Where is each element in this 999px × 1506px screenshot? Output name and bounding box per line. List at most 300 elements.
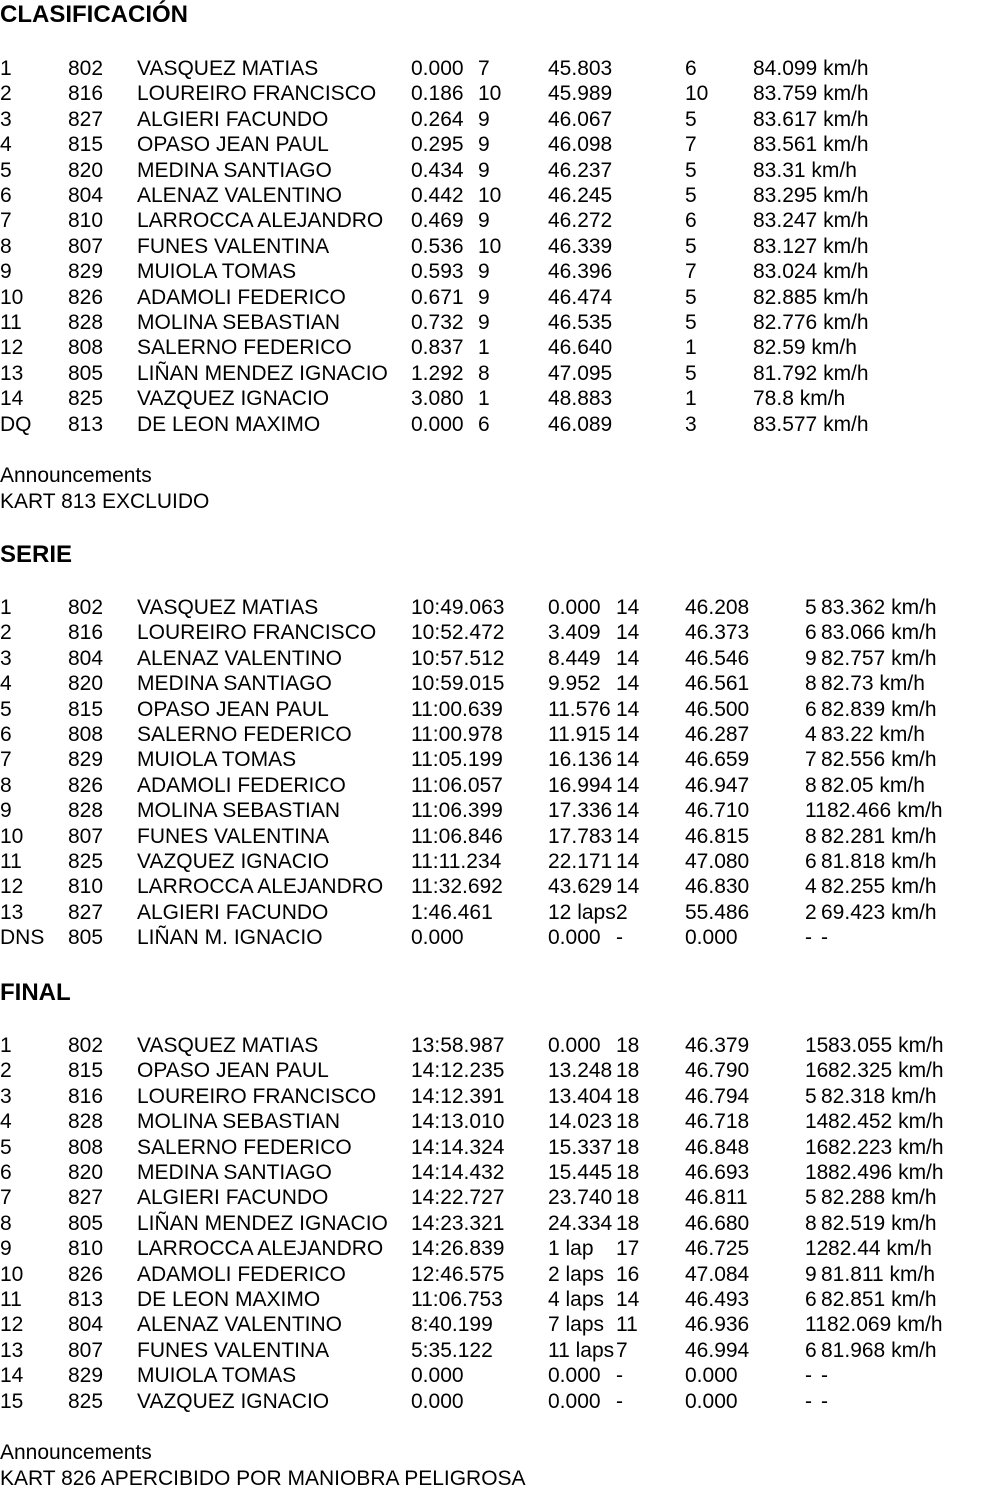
kart-number: 826: [68, 286, 104, 309]
position: 3: [0, 1085, 12, 1108]
announcement-text: KART 826 APERCIBIDO POR MANIOBRA PELIGROSA: [0, 1467, 526, 1490]
best-lap-time: 47.080: [685, 850, 750, 873]
best-lap-number: 11: [805, 799, 827, 822]
laps: 18: [616, 1212, 640, 1235]
speed: 83.127 km/h: [753, 235, 869, 258]
kart-number: 807: [68, 1339, 104, 1362]
laps: 1: [685, 336, 697, 359]
position: 7: [0, 1186, 12, 1209]
results-row: [0, 285, 999, 310]
results-row: [0, 1058, 999, 1083]
driver-name: MUIOLA TOMAS: [137, 260, 297, 283]
gap: 0.000: [548, 1390, 601, 1413]
laps: 14: [616, 825, 640, 848]
speed: 83.31 km/h: [753, 159, 857, 182]
gap: 14.023: [548, 1110, 613, 1133]
laps: 14: [616, 698, 640, 721]
best-lap-number: -: [805, 1390, 812, 1413]
position: 2: [0, 82, 12, 105]
kart-number: 813: [68, 1288, 104, 1311]
kart-number: 825: [68, 850, 104, 873]
kart-number: 802: [68, 57, 104, 80]
gap: 1.292: [411, 362, 464, 385]
results-row: [0, 1185, 999, 1210]
position: 15: [0, 1390, 24, 1413]
driver-name: ALENAZ VALENTINO: [137, 647, 342, 670]
total-time: 10:57.512: [411, 647, 505, 670]
results-row: [0, 361, 999, 386]
position: 12: [0, 875, 24, 898]
driver-name: LOUREIRO FRANCISCO: [137, 82, 377, 105]
laps: 14: [616, 1288, 640, 1311]
total-time: 14:12.391: [411, 1085, 505, 1108]
kart-number: 815: [68, 133, 104, 156]
best-lap-time: 46.561: [685, 672, 750, 695]
driver-name: VAZQUEZ IGNACIO: [137, 1390, 330, 1413]
position: 5: [0, 1136, 12, 1159]
best-lap-number: 10: [478, 184, 502, 207]
kart-number: 815: [68, 698, 104, 721]
best-lap-time: 48.883: [548, 387, 613, 410]
best-lap-number: 8: [805, 825, 817, 848]
speed: 82.59 km/h: [753, 336, 857, 359]
position: 11: [0, 850, 22, 873]
gap: 1 lap: [548, 1237, 594, 1260]
laps: 14: [616, 774, 640, 797]
gap: 13.404: [548, 1085, 613, 1108]
laps: 6: [685, 57, 697, 80]
driver-name: ADAMOLI FEDERICO: [137, 774, 346, 797]
best-lap-number: 4: [805, 723, 817, 746]
gap: 3.409: [548, 621, 601, 644]
best-lap-number: 5: [805, 1186, 817, 1209]
total-time: 14:12.235: [411, 1059, 505, 1082]
best-lap-number: 6: [805, 698, 817, 721]
kart-number: 804: [68, 184, 104, 207]
speed: 83.577 km/h: [753, 413, 869, 436]
position: 11: [0, 311, 22, 334]
kart-number: 805: [68, 1212, 104, 1235]
best-lap-time: 46.245: [548, 184, 613, 207]
best-lap-time: 46.830: [685, 875, 750, 898]
kart-number: 828: [68, 1110, 104, 1133]
best-lap-number: 15: [805, 1034, 829, 1057]
best-lap-time: 46.659: [685, 748, 750, 771]
results-row: [0, 697, 999, 722]
total-time: 11:32.692: [411, 875, 503, 898]
results-row: [0, 386, 999, 411]
driver-name: ALGIERI FACUNDO: [137, 901, 329, 924]
results-row: [0, 81, 999, 106]
driver-name: FUNES VALENTINA: [137, 1339, 330, 1362]
kart-number: 807: [68, 825, 104, 848]
kart-number: 802: [68, 596, 104, 619]
gap: 2 laps: [548, 1263, 605, 1286]
gap: 0.000: [548, 1034, 601, 1057]
driver-name: VAZQUEZ IGNACIO: [137, 850, 330, 873]
position: 7: [0, 748, 12, 771]
laps: 18: [616, 1034, 640, 1057]
best-lap-number: 18: [805, 1161, 829, 1184]
results-row: [0, 107, 999, 132]
results-row: [0, 1363, 999, 1388]
kart-number: 802: [68, 1034, 104, 1057]
driver-name: LOUREIRO FRANCISCO: [137, 1085, 377, 1108]
speed: 82.496 km/h: [828, 1161, 944, 1184]
best-lap-number: -: [805, 926, 812, 949]
position: 8: [0, 774, 12, 797]
best-lap-time: 46.373: [685, 621, 750, 644]
best-lap-number: 8: [805, 1212, 817, 1235]
driver-name: SALERNO FEDERICO: [137, 723, 352, 746]
final-title: FINAL: [0, 979, 71, 1006]
laps: 5: [685, 108, 697, 131]
driver-name: MUIOLA TOMAS: [137, 748, 297, 771]
best-lap-time: 46.272: [548, 209, 613, 232]
best-lap-time: 55.486: [685, 901, 750, 924]
best-lap-time: 46.098: [548, 133, 613, 156]
gap: 0.469: [411, 209, 464, 232]
laps: 5: [685, 286, 697, 309]
results-row: [0, 747, 999, 772]
position: 4: [0, 133, 12, 156]
gap: 0.000: [548, 596, 601, 619]
kart-number: 808: [68, 723, 104, 746]
position: 5: [0, 159, 12, 182]
gap: 0.442: [411, 184, 464, 207]
results-row: [0, 874, 999, 899]
position: 4: [0, 672, 12, 695]
position: 12: [0, 1313, 24, 1336]
laps: 10: [685, 82, 709, 105]
total-time: 11:06.057: [411, 774, 503, 797]
gap: 23.740: [548, 1186, 613, 1209]
speed: 82.851 km/h: [821, 1288, 937, 1311]
best-lap-number: 9: [478, 311, 490, 334]
kart-number: 820: [68, 159, 104, 182]
position: 6: [0, 723, 12, 746]
total-time: 14:22.727: [411, 1186, 505, 1209]
speed: 82.466 km/h: [827, 799, 943, 822]
total-time: 5:35.122: [411, 1339, 493, 1362]
results-row: [0, 595, 999, 620]
kart-number: 810: [68, 1237, 104, 1260]
results-row: [0, 183, 999, 208]
total-time: 14:14.324: [411, 1136, 505, 1159]
position: 6: [0, 1161, 12, 1184]
best-lap-time: 0.000: [685, 926, 738, 949]
gap: 0.295: [411, 133, 464, 156]
best-lap-number: 9: [478, 209, 490, 232]
laps: 14: [616, 850, 640, 873]
best-lap-number: 11: [805, 1313, 827, 1336]
kart-number: 825: [68, 387, 104, 410]
gap: 0.837: [411, 336, 464, 359]
results-row: [0, 132, 999, 157]
best-lap-time: 45.989: [548, 82, 613, 105]
driver-name: LIÑAN MENDEZ IGNACIO: [137, 1212, 388, 1235]
driver-name: DE LEON MAXIMO: [137, 413, 321, 436]
gap: 7 laps: [548, 1313, 605, 1336]
driver-name: ALGIERI FACUNDO: [137, 1186, 329, 1209]
best-lap-time: 46.474: [548, 286, 613, 309]
driver-name: OPASO JEAN PAUL: [137, 1059, 329, 1082]
best-lap-number: 8: [805, 672, 817, 695]
kart-number: 805: [68, 362, 104, 385]
gap: 0.264: [411, 108, 464, 131]
gap: 11.576: [548, 698, 611, 721]
speed: 83.362 km/h: [821, 596, 937, 619]
best-lap-time: 46.815: [685, 825, 750, 848]
total-time: 11:06.753: [411, 1288, 503, 1311]
laps: 17: [616, 1237, 640, 1260]
kart-number: 829: [68, 260, 104, 283]
laps: 18: [616, 1085, 640, 1108]
kart-number: 829: [68, 748, 104, 771]
gap: 8.449: [548, 647, 601, 670]
best-lap-number: 16: [805, 1136, 829, 1159]
gap: 12 laps: [548, 901, 616, 924]
speed: 82.44 km/h: [828, 1237, 932, 1260]
driver-name: MOLINA SEBASTIAN: [137, 799, 341, 822]
speed: -: [821, 1364, 828, 1387]
results-row: [0, 1160, 999, 1185]
total-time: 14:13.010: [411, 1110, 505, 1133]
laps: 14: [616, 647, 640, 670]
kart-number: 826: [68, 774, 104, 797]
position: 3: [0, 108, 12, 131]
results-row: [0, 1389, 999, 1414]
results-row: [0, 798, 999, 823]
laps: 5: [685, 235, 697, 258]
laps: 7: [685, 260, 697, 283]
position: 3: [0, 647, 12, 670]
gap: 4 laps: [548, 1288, 605, 1311]
results-row: [0, 335, 999, 360]
driver-name: LIÑAN M. IGNACIO: [137, 926, 323, 949]
driver-name: LARROCCA ALEJANDRO: [137, 1237, 384, 1260]
gap: 11 laps: [548, 1339, 615, 1362]
gap: 16.136: [548, 748, 613, 771]
kart-number: 804: [68, 1313, 104, 1336]
gap: 0.671: [411, 286, 464, 309]
best-lap-number: 16: [805, 1059, 829, 1082]
position: 10: [0, 1263, 24, 1286]
best-lap-number: -: [805, 1364, 812, 1387]
total-time: 14:26.839: [411, 1237, 505, 1260]
best-lap-time: 46.493: [685, 1288, 750, 1311]
best-lap-number: 6: [805, 850, 817, 873]
speed: 82.05 km/h: [821, 774, 925, 797]
kart-number: 820: [68, 1161, 104, 1184]
results-row: [0, 646, 999, 671]
laps: 3: [685, 413, 697, 436]
best-lap-number: 9: [478, 133, 490, 156]
best-lap-number: 6: [478, 413, 490, 436]
results-row: [0, 1135, 999, 1160]
gap: 0.000: [411, 413, 464, 436]
laps: 5: [685, 184, 697, 207]
position: 14: [0, 1364, 24, 1387]
kart-number: 805: [68, 926, 104, 949]
best-lap-time: 46.848: [685, 1136, 750, 1159]
best-lap-number: 2: [805, 901, 817, 924]
speed: 83.561 km/h: [753, 133, 869, 156]
total-time: 10:52.472: [411, 621, 505, 644]
results-row: [0, 925, 999, 950]
best-lap-time: 46.725: [685, 1237, 750, 1260]
best-lap-number: 9: [478, 159, 490, 182]
laps: -: [616, 1364, 623, 1387]
total-time: 0.000: [411, 926, 464, 949]
kart-number: 820: [68, 672, 104, 695]
speed: 82.281 km/h: [821, 825, 937, 848]
best-lap-number: 1: [478, 387, 490, 410]
results-row: [0, 1084, 999, 1109]
laps: 14: [616, 672, 640, 695]
laps: 14: [616, 748, 640, 771]
total-time: 11:05.199: [411, 748, 503, 771]
kart-number: 827: [68, 901, 104, 924]
kart-number: 825: [68, 1390, 104, 1413]
results-row: [0, 208, 999, 233]
total-time: 12:46.575: [411, 1263, 505, 1286]
speed: 82.73 km/h: [821, 672, 925, 695]
total-time: 14:23.321: [411, 1212, 505, 1235]
driver-name: LOUREIRO FRANCISCO: [137, 621, 377, 644]
speed: 81.818 km/h: [821, 850, 937, 873]
laps: 6: [685, 209, 697, 232]
kart-number: 827: [68, 108, 104, 131]
speed: 82.885 km/h: [753, 286, 869, 309]
gap: 0.000: [411, 57, 464, 80]
laps: 18: [616, 1161, 640, 1184]
laps: 7: [616, 1339, 628, 1362]
driver-name: FUNES VALENTINA: [137, 235, 330, 258]
best-lap-time: 46.535: [548, 311, 613, 334]
best-lap-time: 46.794: [685, 1085, 750, 1108]
total-time: 14:14.432: [411, 1161, 505, 1184]
laps: 14: [616, 723, 640, 746]
gap: 16.994: [548, 774, 613, 797]
best-lap-time: 46.546: [685, 647, 750, 670]
speed: 81.968 km/h: [821, 1339, 937, 1362]
results-row: [0, 1287, 999, 1312]
laps: -: [616, 1390, 623, 1413]
total-time: 11:11.234: [411, 850, 502, 873]
best-lap-number: 6: [805, 621, 817, 644]
kart-number: 826: [68, 1263, 104, 1286]
position: 14: [0, 387, 24, 410]
laps: 18: [616, 1110, 640, 1133]
laps: 18: [616, 1136, 640, 1159]
results-row: [0, 259, 999, 284]
laps: 14: [616, 875, 640, 898]
best-lap-number: 12: [805, 1237, 829, 1260]
driver-name: ALENAZ VALENTINO: [137, 184, 342, 207]
gap: 3.080: [411, 387, 464, 410]
position: 6: [0, 184, 12, 207]
results-row: [0, 849, 999, 874]
speed: 82.757 km/h: [821, 647, 937, 670]
total-time: 1:46.461: [411, 901, 493, 924]
results-row: [0, 722, 999, 747]
total-time: 13:58.987: [411, 1034, 505, 1057]
results-row: [0, 620, 999, 645]
laps: 2: [616, 901, 628, 924]
position: 1: [0, 596, 12, 619]
gap: 0.732: [411, 311, 464, 334]
driver-name: VASQUEZ MATIAS: [137, 596, 319, 619]
speed: 82.325 km/h: [828, 1059, 944, 1082]
speed: 84.099 km/h: [753, 57, 869, 80]
speed: 83.066 km/h: [821, 621, 937, 644]
driver-name: MOLINA SEBASTIAN: [137, 311, 341, 334]
total-time: 0.000: [411, 1390, 464, 1413]
kart-number: 804: [68, 647, 104, 670]
total-time: 11:00.978: [411, 723, 503, 746]
speed: 83.759 km/h: [753, 82, 869, 105]
results-row: [0, 310, 999, 335]
speed: 82.556 km/h: [821, 748, 937, 771]
speed: 82.288 km/h: [821, 1186, 937, 1209]
best-lap-number: 5: [805, 1085, 817, 1108]
speed: 81.792 km/h: [753, 362, 869, 385]
results-row: [0, 412, 999, 437]
total-time: 11:06.846: [411, 825, 503, 848]
announcements-label: Announcements: [0, 464, 152, 487]
kart-number: 813: [68, 413, 104, 436]
driver-name: ALENAZ VALENTINO: [137, 1313, 342, 1336]
best-lap-time: 46.500: [685, 698, 750, 721]
laps: -: [616, 926, 623, 949]
results-row: [0, 234, 999, 259]
laps: 16: [616, 1263, 640, 1286]
kart-number: 827: [68, 1186, 104, 1209]
best-lap-number: 8: [478, 362, 490, 385]
best-lap-time: 46.379: [685, 1034, 750, 1057]
laps: 5: [685, 159, 697, 182]
laps: 14: [616, 799, 640, 822]
kart-number: 808: [68, 336, 104, 359]
best-lap-time: 46.339: [548, 235, 613, 258]
speed: 82.776 km/h: [753, 311, 869, 334]
laps: 14: [616, 596, 640, 619]
speed: 82.069 km/h: [827, 1313, 943, 1336]
speed: -: [821, 1390, 828, 1413]
best-lap-number: 1: [478, 336, 490, 359]
gap: 0.000: [548, 926, 601, 949]
announcement-text: KART 813 EXCLUIDO: [0, 490, 210, 513]
speed: 83.055 km/h: [828, 1034, 944, 1057]
laps: 18: [616, 1059, 640, 1082]
gap: 0.434: [411, 159, 464, 182]
results-row: [0, 56, 999, 81]
laps: 5: [685, 311, 697, 334]
gap: 24.334: [548, 1212, 613, 1235]
gap: 17.783: [548, 825, 613, 848]
position: 1: [0, 57, 12, 80]
best-lap-time: 46.067: [548, 108, 613, 131]
driver-name: OPASO JEAN PAUL: [137, 698, 329, 721]
position: 13: [0, 1339, 24, 1362]
speed: -: [821, 926, 828, 949]
best-lap-number: 7: [478, 57, 490, 80]
position: 5: [0, 698, 12, 721]
driver-name: MEDINA SANTIAGO: [137, 1161, 332, 1184]
driver-name: ALGIERI FACUNDO: [137, 108, 329, 131]
speed: 82.223 km/h: [828, 1136, 944, 1159]
